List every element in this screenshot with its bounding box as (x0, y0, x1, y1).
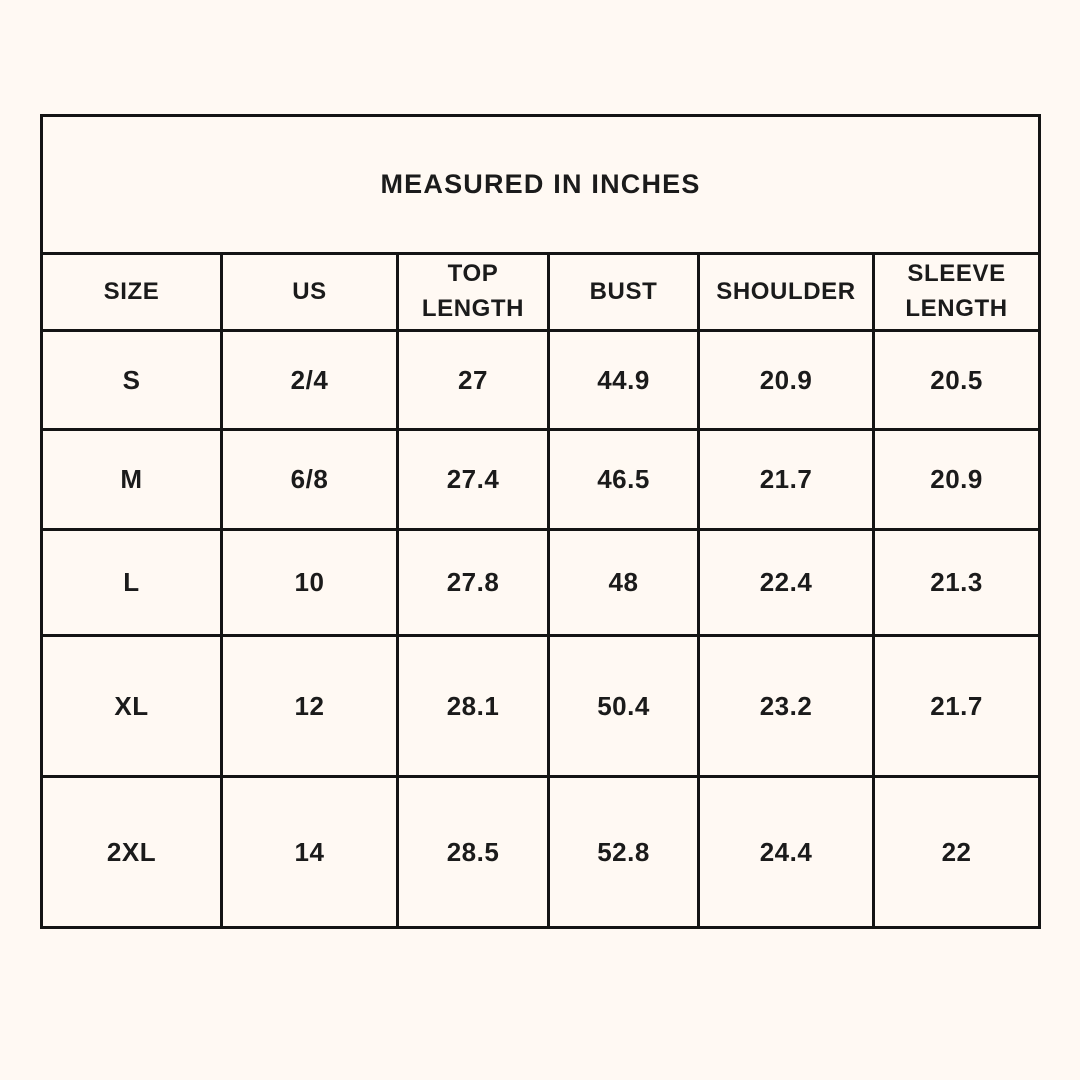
table-title-row (42, 116, 1040, 254)
cell-size: XL (42, 636, 222, 777)
table-title: MEASURED IN INCHES (42, 116, 1040, 254)
cell-us: 12 (222, 636, 398, 777)
cell-bust: 48 (549, 530, 699, 636)
cell-us: 14 (222, 777, 398, 928)
column-header-shoulder: SHOULDER (699, 254, 874, 331)
column-header-sleeve-length: SLEEVE LENGTH (874, 254, 1040, 331)
cell-us: 10 (222, 530, 398, 636)
cell-bust: 44.9 (549, 331, 699, 430)
table-row-size-2xl (42, 777, 1040, 928)
cell-bust: 50.4 (549, 636, 699, 777)
table-row-size-s (42, 331, 1040, 430)
cell-us: 6/8 (222, 430, 398, 530)
table-row-size-m (42, 430, 1040, 530)
column-header-us: US (222, 254, 398, 331)
cell-bust: 52.8 (549, 777, 699, 928)
column-header-top-length: TOP LENGTH (398, 254, 549, 331)
cell-shoulder: 23.2 (699, 636, 874, 777)
cell-top-length: 27 (398, 331, 549, 430)
table-row-size-xl (42, 636, 1040, 777)
column-header-bust: BUST (549, 254, 699, 331)
cell-sleeve-length: 21.7 (874, 636, 1040, 777)
cell-shoulder: 20.9 (699, 331, 874, 430)
cell-size: S (42, 331, 222, 430)
cell-shoulder: 21.7 (699, 430, 874, 530)
cell-top-length: 27.8 (398, 530, 549, 636)
cell-us: 2/4 (222, 331, 398, 430)
cell-sleeve-length: 20.5 (874, 331, 1040, 430)
cell-size: L (42, 530, 222, 636)
cell-top-length: 28.5 (398, 777, 549, 928)
cell-top-length: 27.4 (398, 430, 549, 530)
column-header-size: SIZE (42, 254, 222, 331)
cell-bust: 46.5 (549, 430, 699, 530)
cell-shoulder: 24.4 (699, 777, 874, 928)
cell-size: M (42, 430, 222, 530)
size-chart-table (40, 114, 1041, 929)
cell-sleeve-length: 20.9 (874, 430, 1040, 530)
cell-sleeve-length: 22 (874, 777, 1040, 928)
cell-top-length: 28.1 (398, 636, 549, 777)
table-header-row (42, 254, 1040, 331)
cell-sleeve-length: 21.3 (874, 530, 1040, 636)
cell-size: 2XL (42, 777, 222, 928)
cell-shoulder: 22.4 (699, 530, 874, 636)
table-row-size-l (42, 530, 1040, 636)
